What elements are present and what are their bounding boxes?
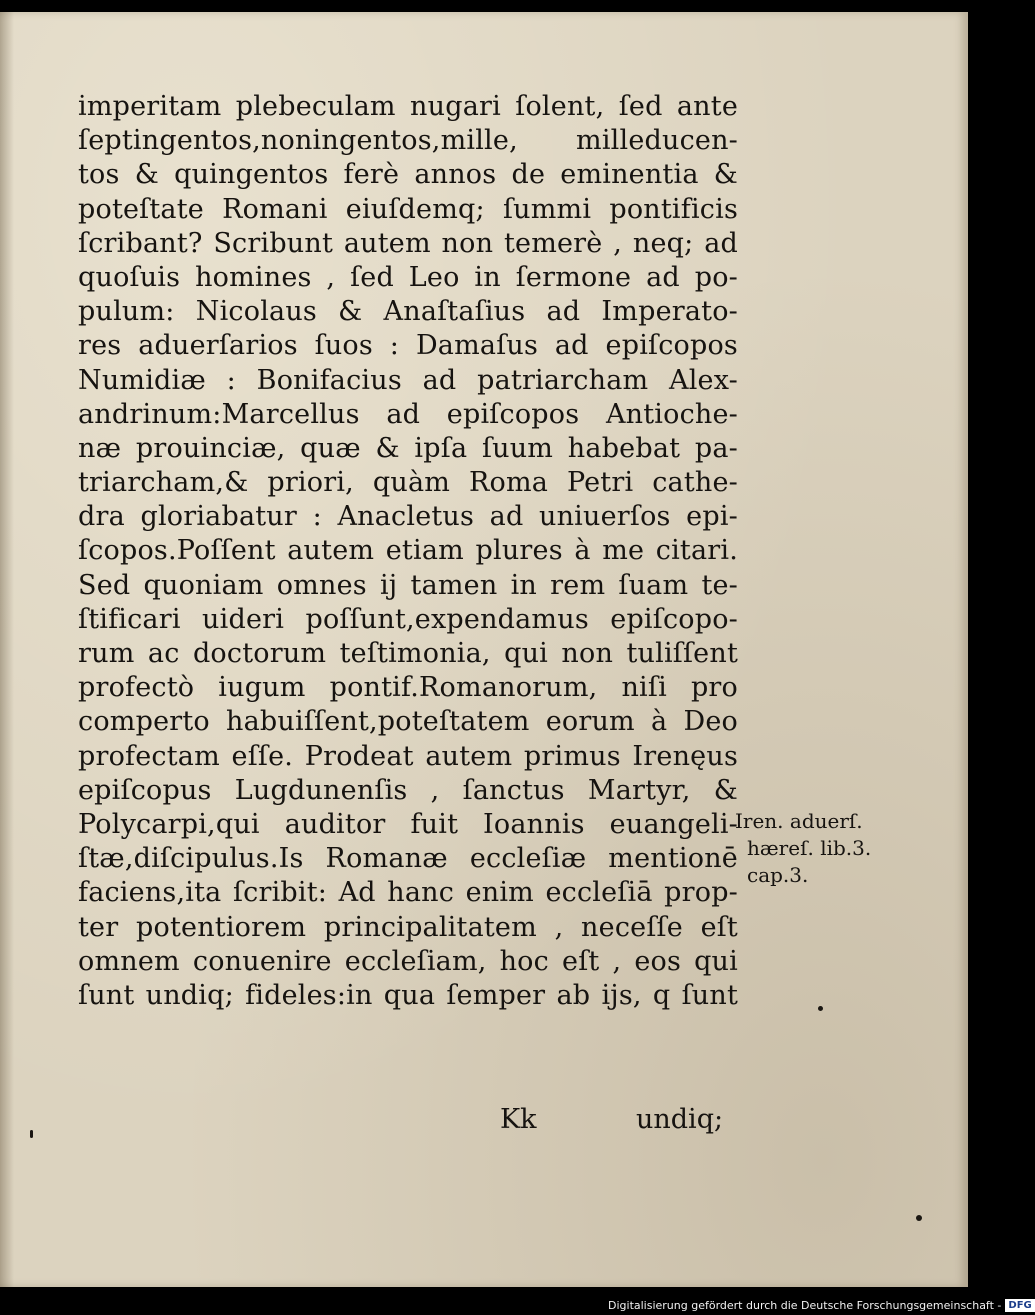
text-line: Polycarpi,qui auditor fuit Ioannis euangeli- [78, 808, 738, 840]
dfg-logo: DFG [1005, 1299, 1034, 1312]
text-line: dra gloriabatur : Anacletus ad uniuerſos epi- [78, 501, 738, 533]
text-line: andrinum:Marcellus ad epiſcopos Antioche- [78, 398, 738, 430]
marginal-note-line: cap.3. [747, 863, 809, 887]
text-line: res aduerſarios ſuos : Damaſus ad epiſcopos [78, 330, 738, 362]
text-line: profectò iugum pontif.Romanorum, niſi pro [78, 672, 738, 704]
text-line: rum ac doctorum teſtimonia, qui non tuliſſent [78, 638, 738, 669]
text-line: pulum: Nicolaus & Anaſtaſius ad Imperato- [78, 296, 738, 328]
text-line: omnem conuenire eccleſiam, hoc eſt , eos qui [78, 945, 738, 977]
text-line: poteſtate Romani eiuſdemq; ſummi pontificis [78, 193, 738, 225]
signature-mark: Kk [500, 1104, 537, 1135]
text-line: profectam eſſe. Prodeat autem primus Irenęus [78, 740, 738, 772]
marginal-note-line: hæreſ. lib.3. [747, 836, 872, 860]
text-line: næ prouinciæ, quæ & ipſa ſuum habebat pa- [78, 432, 738, 464]
text-line: Sed quoniam omnes ij tamen in rem ſuam te- [78, 569, 738, 601]
text-line: ſtæ,diſcipulus.Is Romanæ eccleſiæ mentionē [78, 843, 738, 875]
text-line: imperitam plebeculam nugari ſolent, ſed ante [78, 91, 738, 122]
main-text-block [78, 90, 738, 1013]
text-line: epiſcopus Lugdunenſis , ſanctus Martyr, & [78, 774, 738, 806]
text-line: Numidiæ : Bonifacius ad patriarcham Alex- [78, 364, 738, 396]
marginal-note [735, 808, 871, 889]
ink-speck [818, 1006, 823, 1011]
catchword: undiq; [636, 1104, 724, 1135]
text-line: ſtificari uideri poſſunt,expendamus epiſcopo- [78, 603, 738, 635]
text-line: quoſuis homines , ſed Leo in ſermone ad po- [78, 261, 738, 293]
binding-gutter [0, 12, 14, 1287]
digitization-credit [608, 1296, 1035, 1314]
ink-speck [916, 1215, 922, 1221]
text-line: tos & quingentos ferè annos de eminentia & [78, 159, 738, 191]
text-line: ſeptingentos,noningentos,mille, milleducen- [78, 125, 738, 157]
text-line: comperto habuiſſent,poteſtatem eorum à Deo [78, 706, 738, 738]
ink-speck [30, 1130, 33, 1138]
marginal-note-line: Iren. aduerſ. [735, 809, 863, 833]
text-line: ſcopos.Poſſent autem etiam plures à me citari. [78, 535, 738, 567]
text-line: triarcham,& priori, quàm Roma Petri cathe- [78, 467, 738, 499]
text-line: ſunt undiq; fideles:in qua ſemper ab ijs, q ſunt [78, 979, 738, 1011]
credit-text: Digitalisierung gefördert durch die Deutsche Forschungsgemeinschaft - [608, 1298, 1002, 1312]
text-line: ſcribant? Scribunt autem non temerè , neq; ad [78, 227, 738, 259]
text-line: faciens,ita ſcribit: Ad hanc enim eccleſiā prop- [78, 877, 738, 909]
text-line: ter potentiorem principalitatem , neceſſe eſt [78, 911, 738, 943]
